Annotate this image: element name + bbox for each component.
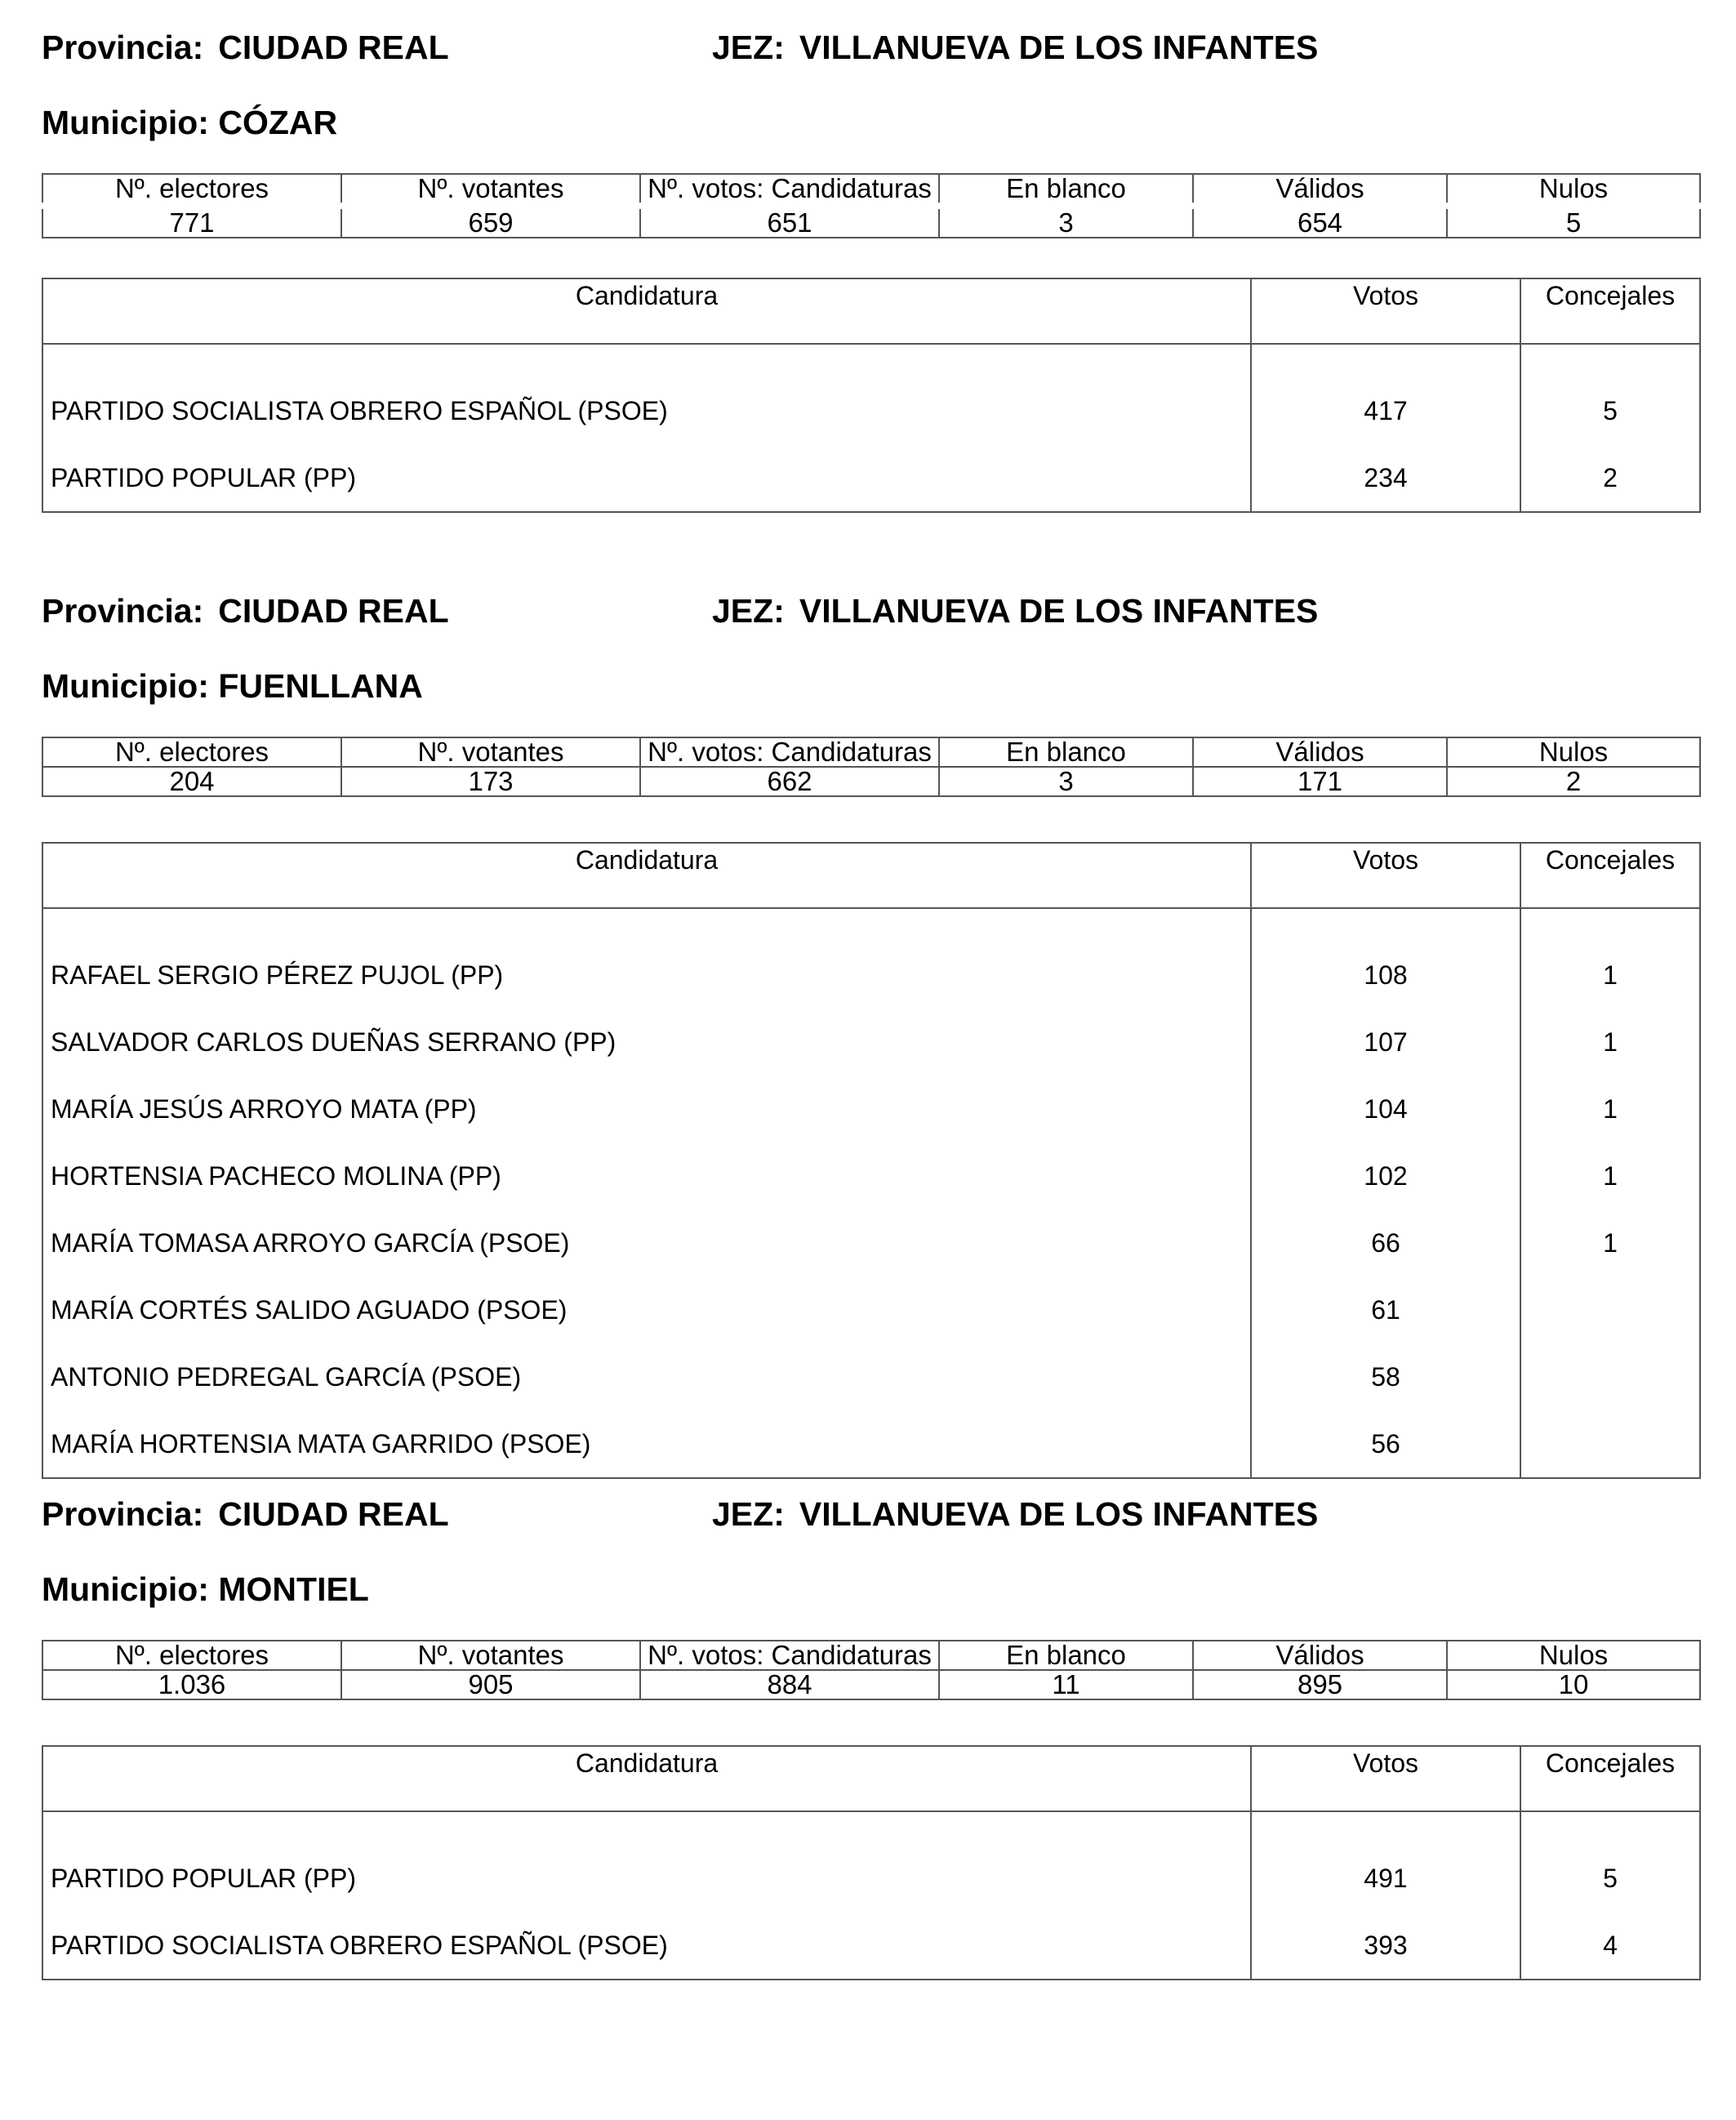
candidate-name: PARTIDO POPULAR (PP) (42, 444, 1251, 512)
col-validos: Válidos (1193, 737, 1447, 767)
municipio-value: MONTIEL (218, 1570, 369, 1608)
provincia-heading (42, 28, 449, 67)
col-votos-candidaturas: Nº. votos: Candidaturas (640, 737, 939, 767)
col-votos: Votos (1251, 278, 1520, 344)
candidate-name: PARTIDO SOCIALISTA OBRERO ESPAÑOL (PSOE) (42, 1912, 1251, 1980)
col-votantes: Nº. votantes (341, 174, 640, 206)
value-nulos: 10 (1447, 1670, 1700, 1699)
col-votantes: Nº. votantes (341, 1641, 640, 1670)
candidates-table (42, 842, 1701, 1479)
value-validos: 895 (1193, 1670, 1447, 1699)
col-candidatura: Candidatura (42, 1746, 1251, 1811)
municipio-label: Municipio: (42, 667, 209, 705)
stats-value-row (42, 206, 1700, 238)
table-row (42, 1912, 1700, 1980)
stats-header-row (42, 174, 1700, 206)
jez-label: JEZ: (712, 1495, 785, 1533)
value-nulos: 2 (1447, 767, 1700, 796)
provincia-label: Provincia: (42, 29, 204, 66)
value-en-blanco: 3 (939, 767, 1193, 796)
provincia-value: CIUDAD REAL (218, 1495, 449, 1533)
jez-value: VILLANUEVA DE LOS INFANTES (799, 29, 1319, 66)
value-votos-candidaturas: 651 (640, 206, 939, 238)
col-validos: Válidos (1193, 174, 1447, 206)
col-votos-candidaturas: Nº. votos: Candidaturas (640, 174, 939, 206)
table-row (42, 1410, 1700, 1478)
candidate-votos: 61 (1251, 1276, 1520, 1343)
col-votos: Votos (1251, 1746, 1520, 1811)
col-concejales: Concejales (1520, 1746, 1700, 1811)
candidate-name: ANTONIO PEDREGAL GARCÍA (PSOE) (42, 1343, 1251, 1410)
value-en-blanco: 3 (939, 206, 1193, 238)
municipio-label: Municipio: (42, 104, 209, 141)
stats-table (42, 1640, 1701, 1700)
table-row (42, 1076, 1700, 1142)
candidate-concejales (1520, 1276, 1700, 1343)
candidate-concejales: 1 (1520, 908, 1700, 1009)
table-row (42, 1142, 1700, 1209)
candidate-name: MARÍA HORTENSIA MATA GARRIDO (PSOE) (42, 1410, 1251, 1478)
candidate-concejales: 5 (1520, 344, 1700, 444)
municipio-heading (42, 666, 423, 706)
candidate-name: SALVADOR CARLOS DUEÑAS SERRANO (PP) (42, 1009, 1251, 1076)
candidates-header-row (42, 1746, 1700, 1811)
candidate-votos: 234 (1251, 444, 1520, 512)
table-row (42, 1343, 1700, 1410)
candidate-votos: 393 (1251, 1912, 1520, 1980)
candidate-concejales (1520, 1410, 1700, 1478)
candidates-table (42, 1745, 1701, 1980)
col-votos-candidaturas: Nº. votos: Candidaturas (640, 1641, 939, 1670)
candidate-name: MARÍA CORTÉS SALIDO AGUADO (PSOE) (42, 1276, 1251, 1343)
municipio-value: FUENLLANA (218, 667, 423, 705)
candidate-concejales: 1 (1520, 1076, 1700, 1142)
value-electores: 771 (42, 206, 341, 238)
candidate-name: MARÍA TOMASA ARROYO GARCÍA (PSOE) (42, 1209, 1251, 1276)
table-row (42, 444, 1700, 512)
col-en-blanco: En blanco (939, 737, 1193, 767)
provincia-value: CIUDAD REAL (218, 29, 449, 66)
candidates-header-row (42, 278, 1700, 344)
candidates-header-row (42, 843, 1700, 908)
provincia-heading (42, 591, 449, 630)
col-nulos: Nulos (1447, 174, 1700, 206)
col-electores: Nº. electores (42, 174, 341, 206)
stats-header-row (42, 737, 1700, 767)
candidate-votos: 58 (1251, 1343, 1520, 1410)
municipio-heading (42, 1570, 369, 1609)
jez-label: JEZ: (712, 29, 785, 66)
col-en-blanco: En blanco (939, 1641, 1193, 1670)
candidate-name: RAFAEL SERGIO PÉREZ PUJOL (PP) (42, 908, 1251, 1009)
value-electores: 204 (42, 767, 341, 796)
col-electores: Nº. electores (42, 1641, 341, 1670)
candidate-votos: 491 (1251, 1811, 1520, 1912)
value-validos: 171 (1193, 767, 1447, 796)
candidate-votos: 104 (1251, 1076, 1520, 1142)
candidate-votos: 56 (1251, 1410, 1520, 1478)
table-row (42, 1811, 1700, 1912)
table-row (42, 1209, 1700, 1276)
value-nulos: 5 (1447, 206, 1700, 238)
col-votantes: Nº. votantes (341, 737, 640, 767)
value-votantes: 173 (341, 767, 640, 796)
provincia-value: CIUDAD REAL (218, 592, 449, 630)
candidate-votos: 108 (1251, 908, 1520, 1009)
table-row (42, 344, 1700, 444)
candidate-name: PARTIDO POPULAR (PP) (42, 1811, 1251, 1912)
municipio-label: Municipio: (42, 1570, 209, 1608)
stats-header-row (42, 1641, 1700, 1670)
table-row (42, 908, 1700, 1009)
col-concejales: Concejales (1520, 278, 1700, 344)
col-votos: Votos (1251, 843, 1520, 908)
jez-heading (712, 1494, 1318, 1534)
candidate-concejales: 5 (1520, 1811, 1700, 1912)
col-nulos: Nulos (1447, 1641, 1700, 1670)
candidate-concejales: 4 (1520, 1912, 1700, 1980)
value-votantes: 659 (341, 206, 640, 238)
candidate-name: PARTIDO SOCIALISTA OBRERO ESPAÑOL (PSOE) (42, 344, 1251, 444)
value-en-blanco: 11 (939, 1670, 1193, 1699)
value-votos-candidaturas: 662 (640, 767, 939, 796)
table-row (42, 1009, 1700, 1076)
candidate-votos: 107 (1251, 1009, 1520, 1076)
col-electores: Nº. electores (42, 737, 341, 767)
stats-value-row (42, 767, 1700, 796)
col-candidatura: Candidatura (42, 843, 1251, 908)
candidate-name: HORTENSIA PACHECO MOLINA (PP) (42, 1142, 1251, 1209)
candidate-votos: 66 (1251, 1209, 1520, 1276)
jez-heading (712, 28, 1318, 67)
stats-value-row (42, 1670, 1700, 1699)
jez-heading (712, 591, 1318, 630)
candidates-table (42, 278, 1701, 513)
municipio-value: CÓZAR (218, 104, 338, 141)
stats-table (42, 173, 1701, 238)
col-candidatura: Candidatura (42, 278, 1251, 344)
candidate-concejales: 1 (1520, 1142, 1700, 1209)
jez-value: VILLANUEVA DE LOS INFANTES (799, 1495, 1319, 1533)
jez-value: VILLANUEVA DE LOS INFANTES (799, 592, 1319, 630)
col-concejales: Concejales (1520, 843, 1700, 908)
candidate-concejales (1520, 1343, 1700, 1410)
stats-table (42, 737, 1701, 797)
value-votantes: 905 (341, 1670, 640, 1699)
candidate-votos: 102 (1251, 1142, 1520, 1209)
candidate-votos: 417 (1251, 344, 1520, 444)
candidate-concejales: 1 (1520, 1209, 1700, 1276)
jez-label: JEZ: (712, 592, 785, 630)
municipio-heading (42, 103, 337, 142)
col-nulos: Nulos (1447, 737, 1700, 767)
value-validos: 654 (1193, 206, 1447, 238)
candidate-concejales: 2 (1520, 444, 1700, 512)
table-row (42, 1276, 1700, 1343)
col-en-blanco: En blanco (939, 174, 1193, 206)
candidate-concejales: 1 (1520, 1009, 1700, 1076)
value-votos-candidaturas: 884 (640, 1670, 939, 1699)
provincia-label: Provincia: (42, 1495, 204, 1533)
provincia-label: Provincia: (42, 592, 204, 630)
candidate-name: MARÍA JESÚS ARROYO MATA (PP) (42, 1076, 1251, 1142)
col-validos: Válidos (1193, 1641, 1447, 1670)
value-electores: 1.036 (42, 1670, 341, 1699)
provincia-heading (42, 1494, 449, 1534)
